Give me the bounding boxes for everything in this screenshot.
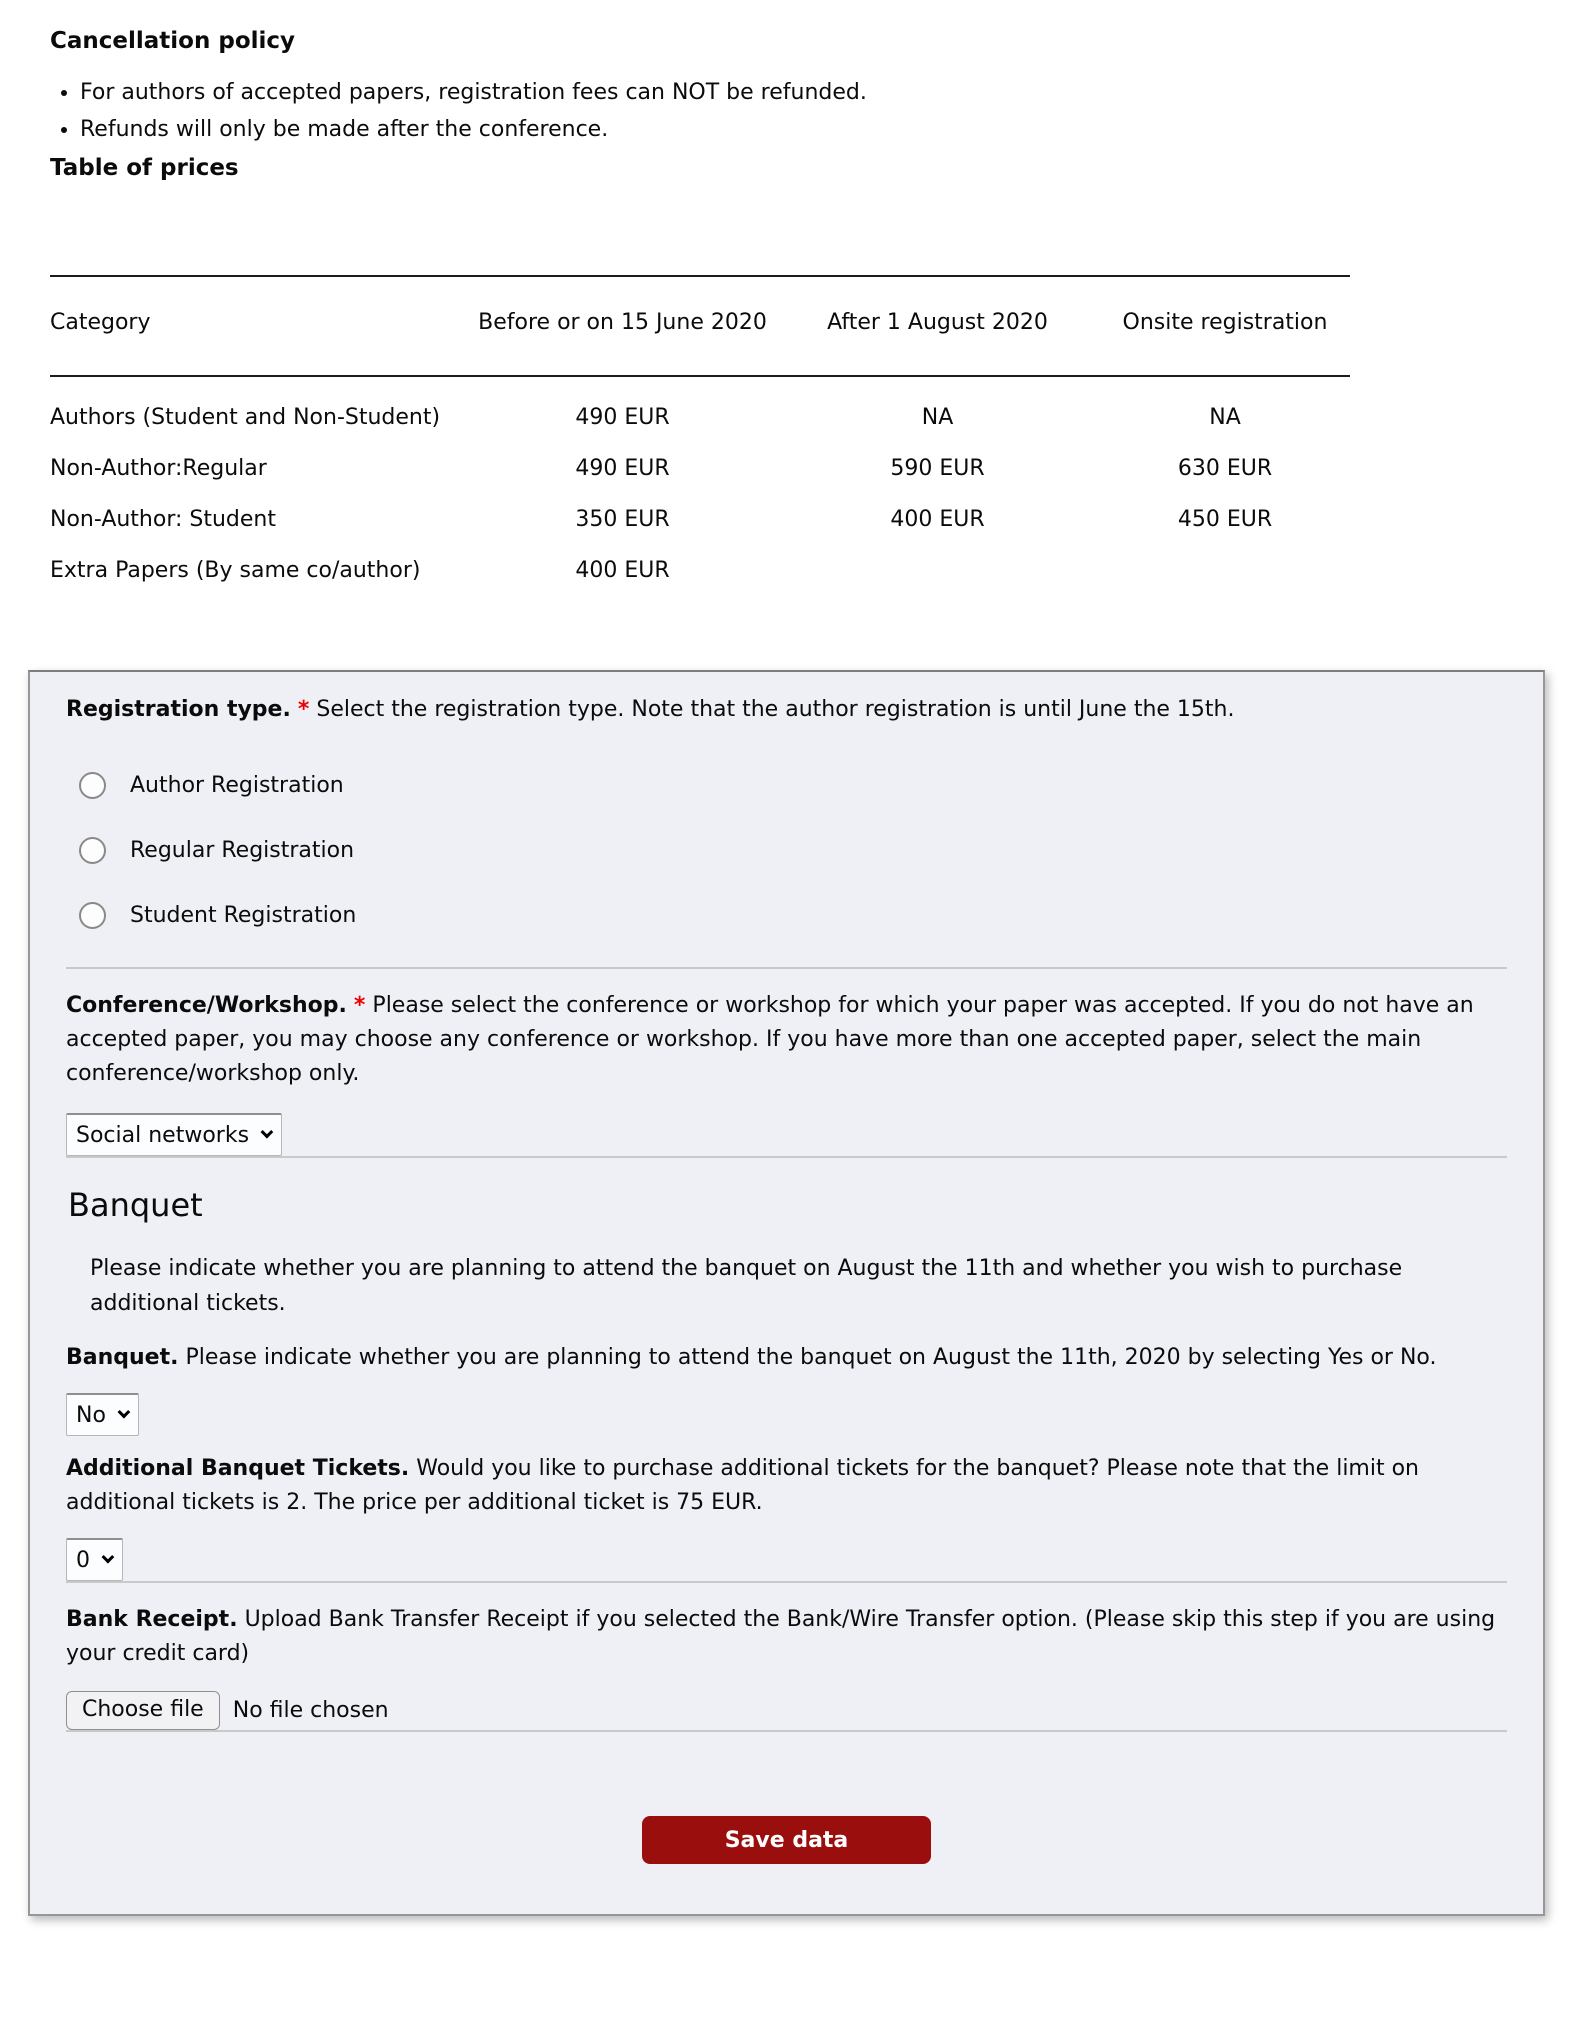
regular-registration-option[interactable] <box>79 837 1507 864</box>
required-marker: * <box>353 993 366 1018</box>
price-cell: 630 EUR <box>1177 456 1273 481</box>
tickets-field-label <box>66 1452 1507 1520</box>
registration-type-radio-group <box>79 772 1507 929</box>
column-header-after: After 1 August 2020 <box>827 310 1048 335</box>
table-row <box>50 545 1350 596</box>
bank-receipt-description: Upload Bank Transfer Receipt if you selected the Bank/Wire Transfer option. (Please skip this step if you are using your credit card) <box>66 1607 1496 1666</box>
banquet-select[interactable] <box>66 1393 139 1436</box>
prices-header-row <box>50 276 1350 376</box>
cancellation-policy-list <box>50 80 1530 143</box>
tickets-select[interactable] <box>66 1538 123 1581</box>
registration-type-field-label <box>66 694 1507 726</box>
regular-registration-radio-icon[interactable] <box>79 837 106 864</box>
file-status-text: No file chosen <box>232 1698 389 1723</box>
prices-table <box>50 275 1350 596</box>
price-cell: 490 EUR <box>575 405 670 430</box>
bank-receipt-file-input <box>66 1691 1507 1730</box>
banquet-intro-text: Please indicate whether you are planning to attend the banquet on August the 11th and whether you wish to purchase additional tickets. <box>90 1256 1403 1316</box>
banquet-select-value: No <box>76 1402 106 1428</box>
tickets-select-value: 0 <box>76 1547 90 1573</box>
banquet-label: Banquet. <box>66 1345 179 1370</box>
registration-type-label: Registration type. <box>66 697 291 722</box>
price-cell: Non-Author: Student <box>50 507 277 532</box>
table-row <box>50 494 1350 545</box>
cancellation-policy-title: Cancellation policy <box>50 28 296 54</box>
policy-item: • Refunds will only be made after the conference. <box>80 117 1530 143</box>
bank-receipt-label: Bank Receipt. <box>66 1607 238 1632</box>
student-registration-label[interactable]: Student Registration <box>130 903 357 928</box>
conference-select-value: Social networks <box>76 1122 250 1148</box>
save-row <box>66 1816 1507 1864</box>
policy-item: • For authors of accepted papers, registration fees can NOT be refunded. <box>80 80 1530 106</box>
section-divider <box>66 1581 1507 1583</box>
table-of-prices-title: Table of prices <box>50 155 239 181</box>
table-row <box>50 376 1350 443</box>
price-cell: 400 EUR <box>575 558 670 583</box>
price-cell: Extra Papers (By same co/author) <box>50 558 421 583</box>
tickets-label: Additional Banquet Tickets. <box>66 1456 410 1481</box>
student-registration-option[interactable] <box>79 902 1507 929</box>
price-cell: 590 EUR <box>890 456 985 481</box>
regular-registration-label[interactable]: Regular Registration <box>130 838 355 863</box>
tickets-description: Would you like to purchase additional tickets for the banquet? Please note that the limit on additional tickets is 2. The price per additional ticket is 75 EUR. <box>66 1456 1420 1515</box>
chevron-down-icon <box>102 1550 115 1563</box>
bank-receipt-field-label <box>66 1603 1507 1671</box>
author-registration-label[interactable]: Author Registration <box>130 773 344 798</box>
column-header-before: Before or on 15 June 2020 <box>478 310 767 335</box>
banquet-description: Please indicate whether you are planning to attend the banquet on August the 11th, 2020 by selecting Yes or No. <box>185 1345 1437 1370</box>
price-cell: Authors (Student and Non-Student) <box>50 405 441 430</box>
price-cell <box>1100 545 1350 596</box>
required-marker: * <box>297 697 310 722</box>
column-header-onsite: Onsite registration <box>1122 310 1328 335</box>
section-divider <box>66 1730 1507 1732</box>
registration-type-description: Select the registration type. Note that the author registration is until June the 15th. <box>316 697 1235 722</box>
conference-workshop-label: Conference/Workshop. <box>66 993 347 1018</box>
save-data-button[interactable]: Save data <box>642 1816 931 1864</box>
price-cell: Non-Author:Regular <box>50 456 267 481</box>
conference-workshop-field-label <box>66 989 1507 1091</box>
choose-file-button[interactable]: Choose file <box>66 1691 220 1730</box>
price-cell: NA <box>921 405 954 430</box>
banquet-field-label <box>66 1341 1507 1375</box>
table-row <box>50 443 1350 494</box>
student-registration-radio-icon[interactable] <box>79 902 106 929</box>
chevron-down-icon <box>261 1125 274 1138</box>
author-registration-radio-icon[interactable] <box>79 772 106 799</box>
registration-form-panel <box>28 670 1545 1916</box>
column-header-category: Category <box>50 310 151 335</box>
price-cell: 350 EUR <box>575 507 670 532</box>
section-divider <box>66 967 1507 969</box>
banquet-heading: Banquet <box>68 1186 203 1224</box>
section-divider <box>66 1156 1507 1158</box>
chevron-down-icon <box>117 1405 130 1418</box>
price-cell <box>775 545 1100 596</box>
author-registration-option[interactable] <box>79 772 1507 799</box>
conference-workshop-description: Please select the conference or workshop for which your paper was accepted. If you do not have an accepted paper, you may choose any conference or workshop. If you have more than one accepted paper, select the main conference/workshop only. <box>66 993 1474 1086</box>
price-cell: 400 EUR <box>890 507 985 532</box>
price-cell: 490 EUR <box>575 456 670 481</box>
conference-select[interactable] <box>66 1113 282 1156</box>
price-cell: NA <box>1209 405 1241 430</box>
price-cell: 450 EUR <box>1177 507 1273 532</box>
